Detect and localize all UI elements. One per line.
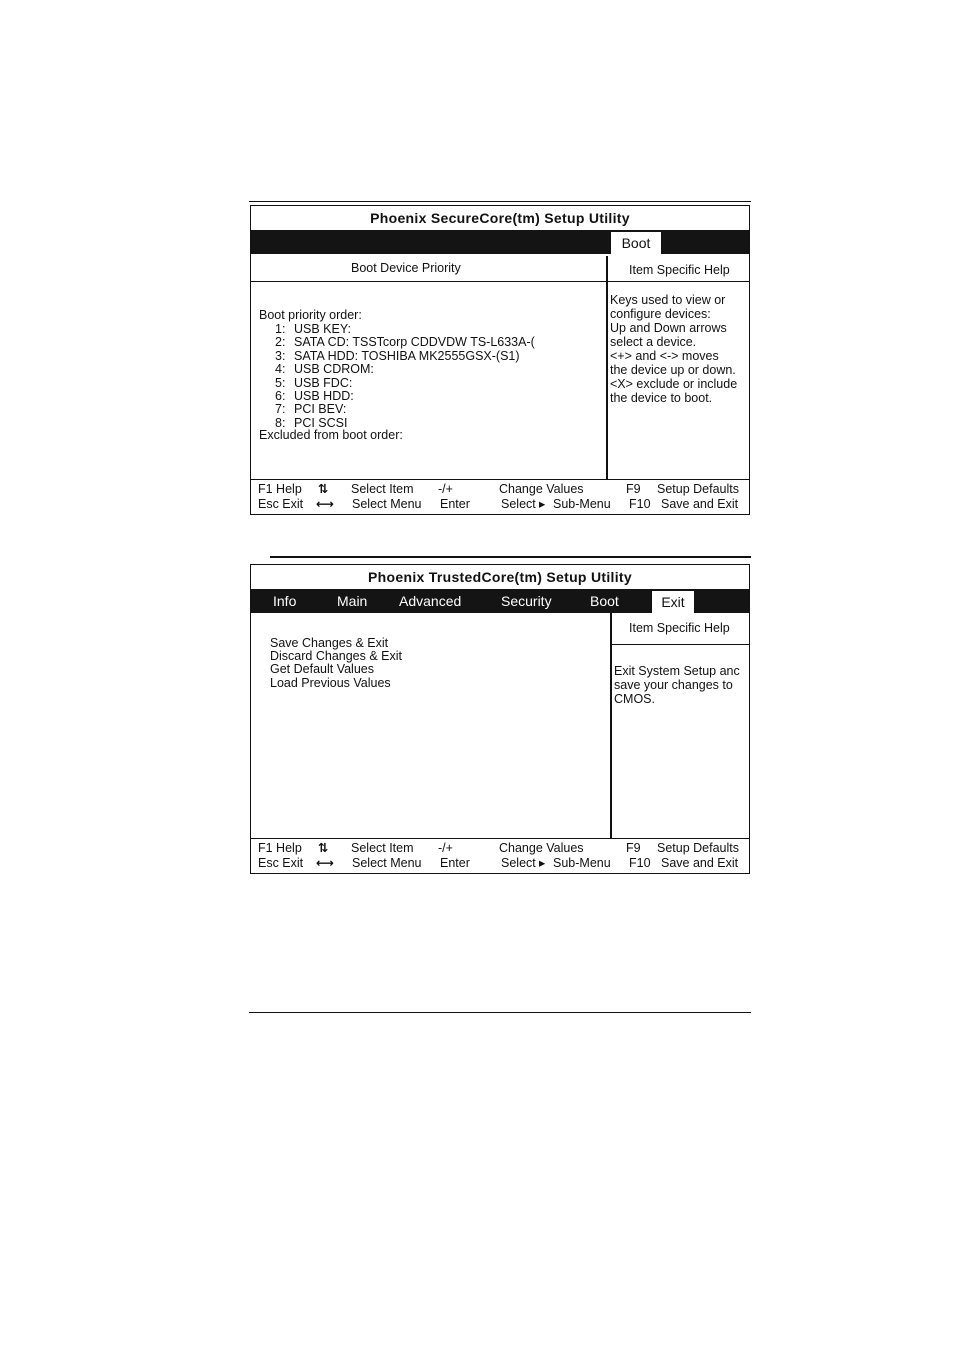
header-divider [251, 281, 749, 282]
help-line: CMOS. [614, 692, 655, 706]
help-line: <X> exclude or include [610, 377, 738, 391]
boot-item[interactable]: USB FDC: [294, 375, 353, 390]
tab-boot[interactable]: Boot [610, 232, 662, 254]
help-heading: Item Specific Help [629, 621, 730, 635]
esc-exit-key: Esc Exit [258, 497, 304, 511]
boot-item-number: 2: [275, 335, 286, 350]
boot-item-number: 6: [275, 389, 286, 403]
select-item-label: Select Item [351, 482, 414, 496]
save-and-exit-label: Save and Exit [661, 497, 739, 511]
f1-help-key: F1 Help [258, 841, 302, 855]
middle-rule [270, 556, 751, 558]
select-label: Select [501, 856, 536, 870]
exit-option[interactable]: Discard Changes & Exit [270, 649, 403, 664]
help-line: select a device. [610, 335, 697, 349]
bios-title: Phoenix TrustedCore(tm) Setup Utility [368, 569, 632, 585]
enter-key: Enter [440, 856, 470, 870]
top-rule [249, 201, 751, 202]
boot-item-number: 4: [275, 362, 286, 377]
tab-info[interactable]: Info [273, 593, 297, 609]
enter-key: Enter [440, 497, 470, 511]
esc-exit-key: Esc Exit [258, 856, 304, 870]
boot-item[interactable]: USB HDD: [294, 389, 354, 403]
save-and-exit-label: Save and Exit [661, 856, 739, 870]
minus-plus-key: -/+ [438, 841, 453, 855]
tab-advanced[interactable]: Advanced [399, 593, 462, 609]
select-menu-label: Select Menu [352, 856, 422, 870]
select-item-label: Select Item [351, 841, 414, 855]
boot-item[interactable]: PCI SCSI [294, 415, 348, 430]
help-line: the device to boot. [610, 391, 713, 405]
tab-security[interactable]: Security [501, 593, 552, 609]
f9-key: F9 [626, 482, 641, 496]
tab-exit[interactable]: Exit [651, 591, 695, 613]
sub-menu-label: Sub-Menu [553, 856, 611, 870]
help-line: <+> and <-> moves [610, 349, 719, 363]
boot-order-label: Boot priority order: [259, 308, 362, 322]
setup-defaults-label: Setup Defaults [657, 482, 739, 496]
help-line: Up and Down arrows [610, 321, 727, 335]
menu-bar [251, 589, 749, 613]
boot-item[interactable]: PCI BEV: [294, 402, 347, 417]
panel-divider [610, 613, 612, 838]
help-line: Keys used to view or [610, 293, 726, 307]
boot-item-number: 5: [275, 375, 286, 390]
select-label: Select [501, 497, 536, 511]
boot-item-number: 7: [275, 402, 286, 417]
footer-divider [251, 838, 749, 839]
help-line: Exit System Setup anc [614, 664, 740, 678]
f10-key: F10 [629, 856, 651, 870]
boot-item[interactable]: SATA CD: TSSTcorp CDDVDW TS-L633A-( [294, 335, 535, 350]
select-menu-label: Select Menu [352, 497, 422, 511]
exit-option[interactable]: Save Changes & Exit [270, 636, 389, 650]
submenu-arrow-icon: ▸ [539, 497, 546, 511]
sub-menu-label: Sub-Menu [553, 497, 611, 511]
help-line: configure devices: [610, 307, 711, 321]
boot-item[interactable]: USB KEY: [294, 322, 351, 336]
boot-item-number: 8: [275, 415, 286, 430]
tab-boot[interactable]: Boot [590, 593, 619, 609]
submenu-arrow-icon: ▸ [539, 856, 546, 870]
leftright-arrow-icon: ⟷ [316, 856, 334, 870]
boot-item-number: 1: [275, 322, 286, 336]
exit-option[interactable]: Load Previous Values [270, 675, 391, 690]
bios-screen-boot [250, 205, 750, 515]
section-heading: Boot Device Priority [351, 261, 461, 275]
panel-divider [606, 256, 608, 479]
change-values-label: Change Values [499, 841, 584, 855]
menu-bar [251, 230, 749, 254]
setup-defaults-label: Setup Defaults [657, 841, 739, 855]
bios-title: Phoenix SecureCore(tm) Setup Utility [370, 210, 630, 226]
f10-key: F10 [629, 497, 651, 511]
updown-arrow-icon: ⇅ [318, 482, 329, 496]
boot-item[interactable]: USB CDROM: [294, 362, 374, 377]
exit-option[interactable]: Get Default Values [270, 662, 374, 677]
bios-screen-exit [250, 564, 750, 874]
help-line: save your changes to [614, 678, 733, 692]
help-heading: Item Specific Help [629, 263, 730, 277]
f1-help-key: F1 Help [258, 482, 302, 496]
boot-item[interactable]: SATA HDD: TOSHIBA MK2555GSX-(S1) [294, 348, 520, 363]
help-header-divider [611, 644, 749, 645]
boot-item-number: 3: [275, 348, 286, 363]
excluded-label: Excluded from boot order: [259, 428, 403, 442]
bottom-rule [249, 1012, 751, 1013]
footer-divider [251, 479, 749, 480]
updown-arrow-icon: ⇅ [318, 841, 329, 855]
change-values-label: Change Values [499, 482, 584, 496]
minus-plus-key: -/+ [438, 482, 453, 496]
f9-key: F9 [626, 841, 641, 855]
tab-main[interactable]: Main [337, 593, 368, 609]
leftright-arrow-icon: ⟷ [316, 497, 334, 511]
help-line: the device up or down. [610, 363, 736, 377]
